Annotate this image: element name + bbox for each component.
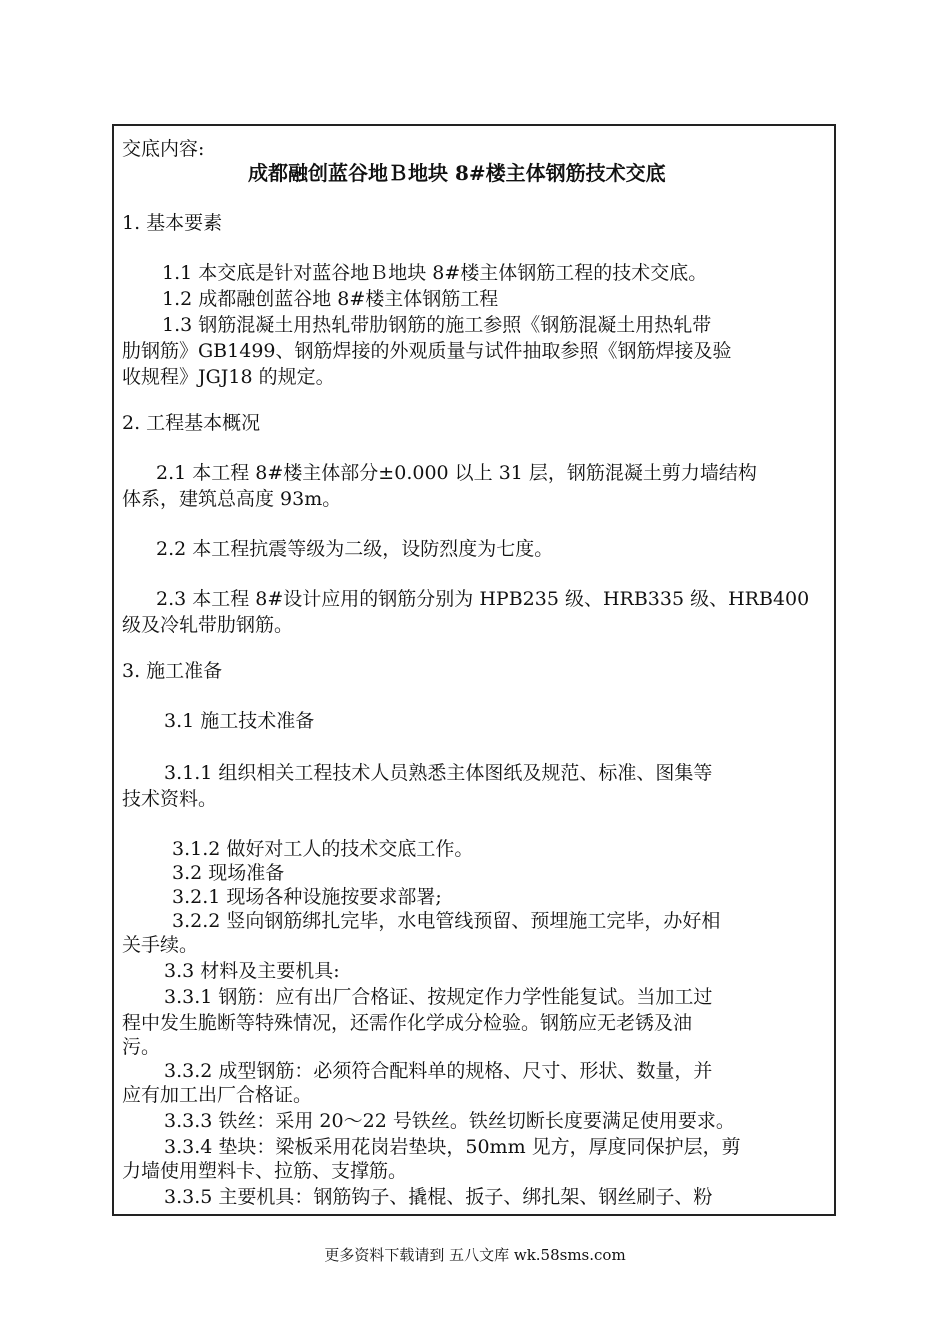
paragraph-line: 程中发生脆断等特殊情况，还需作化学成分检验。钢筋应无老锈及油 — [122, 1012, 693, 1034]
paragraph-line: 3.3 材料及主要机具: — [164, 960, 340, 982]
paragraph-line: 技术资料。 — [122, 788, 218, 810]
document-title: 成都融创蓝谷地Ｂ地块 8#楼主体钢筋技术交底 — [248, 161, 666, 185]
paragraph-line: 1.1 本交底是针对蓝谷地Ｂ地块 8#楼主体钢筋工程的技术交底。 — [162, 262, 708, 284]
section-heading: 1. 基本要素 — [122, 212, 223, 234]
paragraph-line: 3.3.3 铁丝：采用 20～22 号铁丝。铁丝切断长度要满足使用要求。 — [164, 1110, 735, 1132]
paragraph-line: 3.3.4 垫块：梁板采用花岗岩垫块，50mm 见方，厚度同保护层，剪 — [164, 1136, 741, 1158]
paragraph-line: 3.3.5 主要机具：钢筋钩子、撬棍、扳子、绑扎架、钢丝刷子、粉 — [164, 1186, 713, 1208]
footer-text: 更多资料下载请到 五八文库 wk.58sms.com — [324, 1246, 626, 1264]
paragraph-line: 3.3.2 成型钢筋：必须符合配料单的规格、尺寸、形状、数量，并 — [164, 1060, 713, 1082]
paragraph-line: 3.2.2 竖向钢筋绑扎完毕，水电管线预留、预埋施工完毕，办好相 — [172, 910, 721, 932]
paragraph-line: 力墙使用塑料卡、拉筋、支撑筋。 — [122, 1160, 408, 1182]
paragraph-line: 级及冷轧带肋钢筋。 — [122, 614, 294, 636]
paragraph-line: 3.1 施工技术准备 — [164, 710, 315, 732]
paragraph-line: 体系，建筑总高度 93m。 — [122, 488, 342, 510]
paragraph-line: 2.3 本工程 8#设计应用的钢筋分别为 HPB235 级、HRB335 级、HRB400 — [156, 588, 810, 610]
section-heading: 3. 施工准备 — [122, 660, 223, 682]
paragraph-line: 污。 — [122, 1036, 161, 1058]
paragraph-line: 3.2 现场准备 — [172, 862, 285, 884]
paragraph-line: 肋钢筋》GB1499、钢筋焊接的外观质量与试件抽取参照《钢筋焊接及验 — [122, 340, 732, 362]
section-heading: 2. 工程基本概况 — [122, 412, 261, 434]
paragraph-line: 2.2 本工程抗震等级为二级，设防烈度为七度。 — [156, 538, 554, 560]
paragraph-line: 3.1.2 做好对工人的技术交底工作。 — [172, 838, 474, 860]
paragraph-line: 2.1 本工程 8#楼主体部分±0.000 以上 31 层，钢筋混凝土剪力墙结构 — [156, 462, 757, 484]
content-label: 交底内容: — [122, 138, 205, 160]
paragraph-line: 关手续。 — [122, 934, 199, 956]
paragraph-line: 1.3 钢筋混凝土用热轧带肋钢筋的施工参照《钢筋混凝土用热轧带 — [162, 314, 712, 336]
paragraph-line: 应有加工出厂合格证。 — [122, 1084, 313, 1106]
paragraph-line: 3.3.1 钢筋：应有出厂合格证、按规定作力学性能复试。当加工过 — [164, 986, 713, 1008]
paragraph-line: 3.1.1 组织相关工程技术人员熟悉主体图纸及规范、标准、图集等 — [164, 762, 713, 784]
paragraph-line: 3.2.1 现场各种设施按要求部署; — [172, 886, 442, 908]
paragraph-line: 收规程》JGJ18 的规定。 — [122, 366, 335, 388]
paragraph-line: 1.2 成都融创蓝谷地 8#楼主体钢筋工程 — [162, 288, 499, 310]
